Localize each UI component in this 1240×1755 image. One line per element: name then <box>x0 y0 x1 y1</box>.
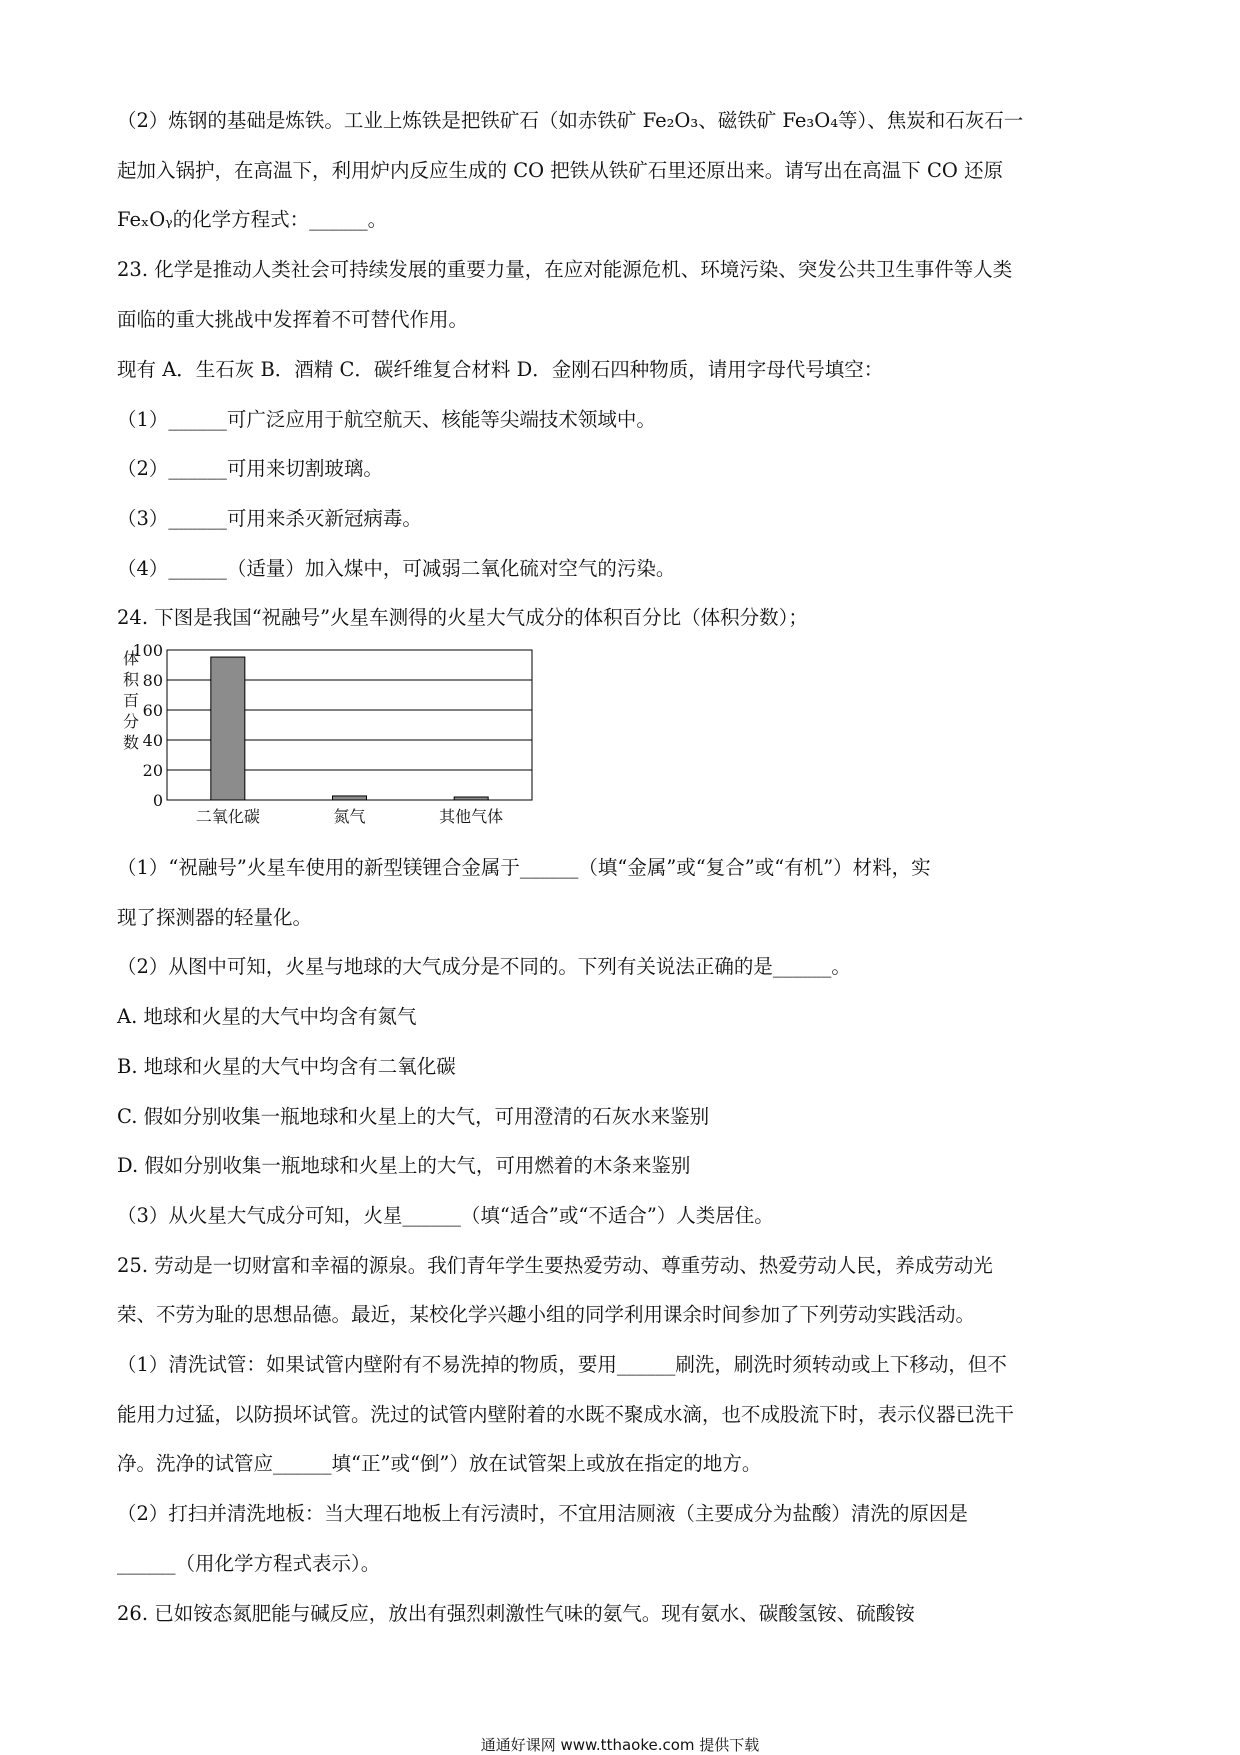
page-footer: 通通好课网 www.tthaoke.com 提供下载 <box>480 1736 760 1754</box>
y-axis-label-char: 积 <box>123 670 140 689</box>
x-tick-label: 氮气 <box>333 807 366 826</box>
x-tick-label: 其他气体 <box>439 807 504 826</box>
text-line: FeₓOᵧ的化学方程式：______。 <box>117 208 388 231</box>
bar-chart-svg <box>117 636 537 836</box>
text-line: C. 假如分别收集一瓶地球和火星上的大气，可用澄清的石灰水来鉴别 <box>117 1105 710 1128</box>
text-line: 净。洗净的试管应______填“正”或“倒”）放在试管架上或放在指定的地方。 <box>117 1452 762 1475</box>
text-line: 24. 下图是我国“祝融号”火星车测得的火星大气成分的体积百分比（体积分数）； <box>117 606 808 629</box>
text-line: B. 地球和火星的大气中均含有二氧化碳 <box>117 1055 456 1078</box>
y-tick-label: 60 <box>142 701 163 720</box>
bar <box>454 797 488 800</box>
text-line: （3）______可用来杀灭新冠病毒。 <box>117 507 422 530</box>
text-line: 25. 劳动是一切财富和幸福的源泉。我们青年学生要热爱劳动、尊重劳动、热爱劳动人民，养成劳动光 <box>117 1254 993 1277</box>
y-axis-label-char: 分 <box>123 712 140 731</box>
y-tick-label: 40 <box>142 731 163 750</box>
y-axis-label-char: 百 <box>123 691 140 710</box>
text-line: 能用力过猛，以防损坏试管。洗过的试管内壁附着的水既不聚成水滴，也不成股流下时，表示仪器已洗干 <box>117 1403 1015 1426</box>
text-line: ______（用化学方程式表示）。 <box>117 1552 381 1575</box>
text-line: 现了探测器的轻量化。 <box>117 906 313 929</box>
text-line: （1）“祝融号”火星车使用的新型镁锂合金属于______（填“金属”或“复合”或“有机”）材料，实 <box>117 856 931 879</box>
text-line: D. 假如分别收集一瓶地球和火星上的大气，可用燃着的木条来鉴别 <box>117 1154 691 1177</box>
text-line: 26. 已如铵态氮肥能与碱反应，放出有强烈刺激性气味的氨气。现有氨水、碳酸氢铵、硫酸铵 <box>117 1602 915 1625</box>
text-line: （2）从图中可知，火星与地球的大气成分是不同的。下列有关说法正确的是______。 <box>117 955 851 978</box>
text-line: （2）______可用来切割玻璃。 <box>117 457 383 480</box>
text-line: （2）炼钢的基础是炼铁。工业上炼铁是把铁矿石（如赤铁矿 Fe₂O₃、磁铁矿 Fe₃O₄等）、焦炭和石灰石一 <box>117 109 1024 132</box>
text-line: 现有 A．生石灰 B．酒精 C．碳纤维复合材料 D．金刚石四种物质，请用字母代号填空： <box>117 358 884 381</box>
y-axis-label-char: 体 <box>123 649 140 668</box>
text-line: （1）______可广泛应用于航空航天、核能等尖端技术领域中。 <box>117 408 656 431</box>
x-tick-label: 二氧化碳 <box>195 807 260 826</box>
bar <box>211 657 245 800</box>
text-line: 起加入锅护，在高温下，利用炉内反应生成的 CO 把铁从铁矿石里还原出来。请写出在高温下 CO 还原 <box>117 159 1004 182</box>
y-tick-label: 80 <box>142 671 163 690</box>
text-line: 23. 化学是推动人类社会可持续发展的重要力量，在应对能源危机、环境污染、突发公共卫生事件等人类 <box>117 258 1013 281</box>
text-line: （4）______（适量）加入煤中，可减弱二氧化硫对空气的污染。 <box>117 557 676 580</box>
y-tick-label: 0 <box>152 791 163 810</box>
bar <box>333 796 367 800</box>
text-line: 荣、不劳为耻的思想品德。最近，某校化学兴趣小组的同学利用课余时间参加了下列劳动实践活动。 <box>117 1303 976 1326</box>
text-line: A. 地球和火星的大气中均含有氮气 <box>117 1005 417 1028</box>
text-line: 面临的重大挑战中发挥着不可替代作用。 <box>117 308 469 331</box>
mars-atmosphere-chart <box>117 636 537 840</box>
text-line: （1）清洗试管：如果试管内壁附有不易洗掉的物质，要用______刷洗，刷洗时须转动或上下移动，但不 <box>117 1353 1007 1376</box>
text-line: （2）打扫并清洗地板：当大理石地板上有污渍时，不宜用洁厕液（主要成分为盐酸）清洗的原因是 <box>117 1502 968 1525</box>
y-tick-label: 100 <box>132 641 163 660</box>
text-line: （3）从火星大气成分可知，火星______（填“适合”或“不适合”）人类居住。 <box>117 1204 774 1227</box>
y-axis-label-char: 数 <box>123 733 140 752</box>
y-tick-label: 20 <box>142 761 163 780</box>
